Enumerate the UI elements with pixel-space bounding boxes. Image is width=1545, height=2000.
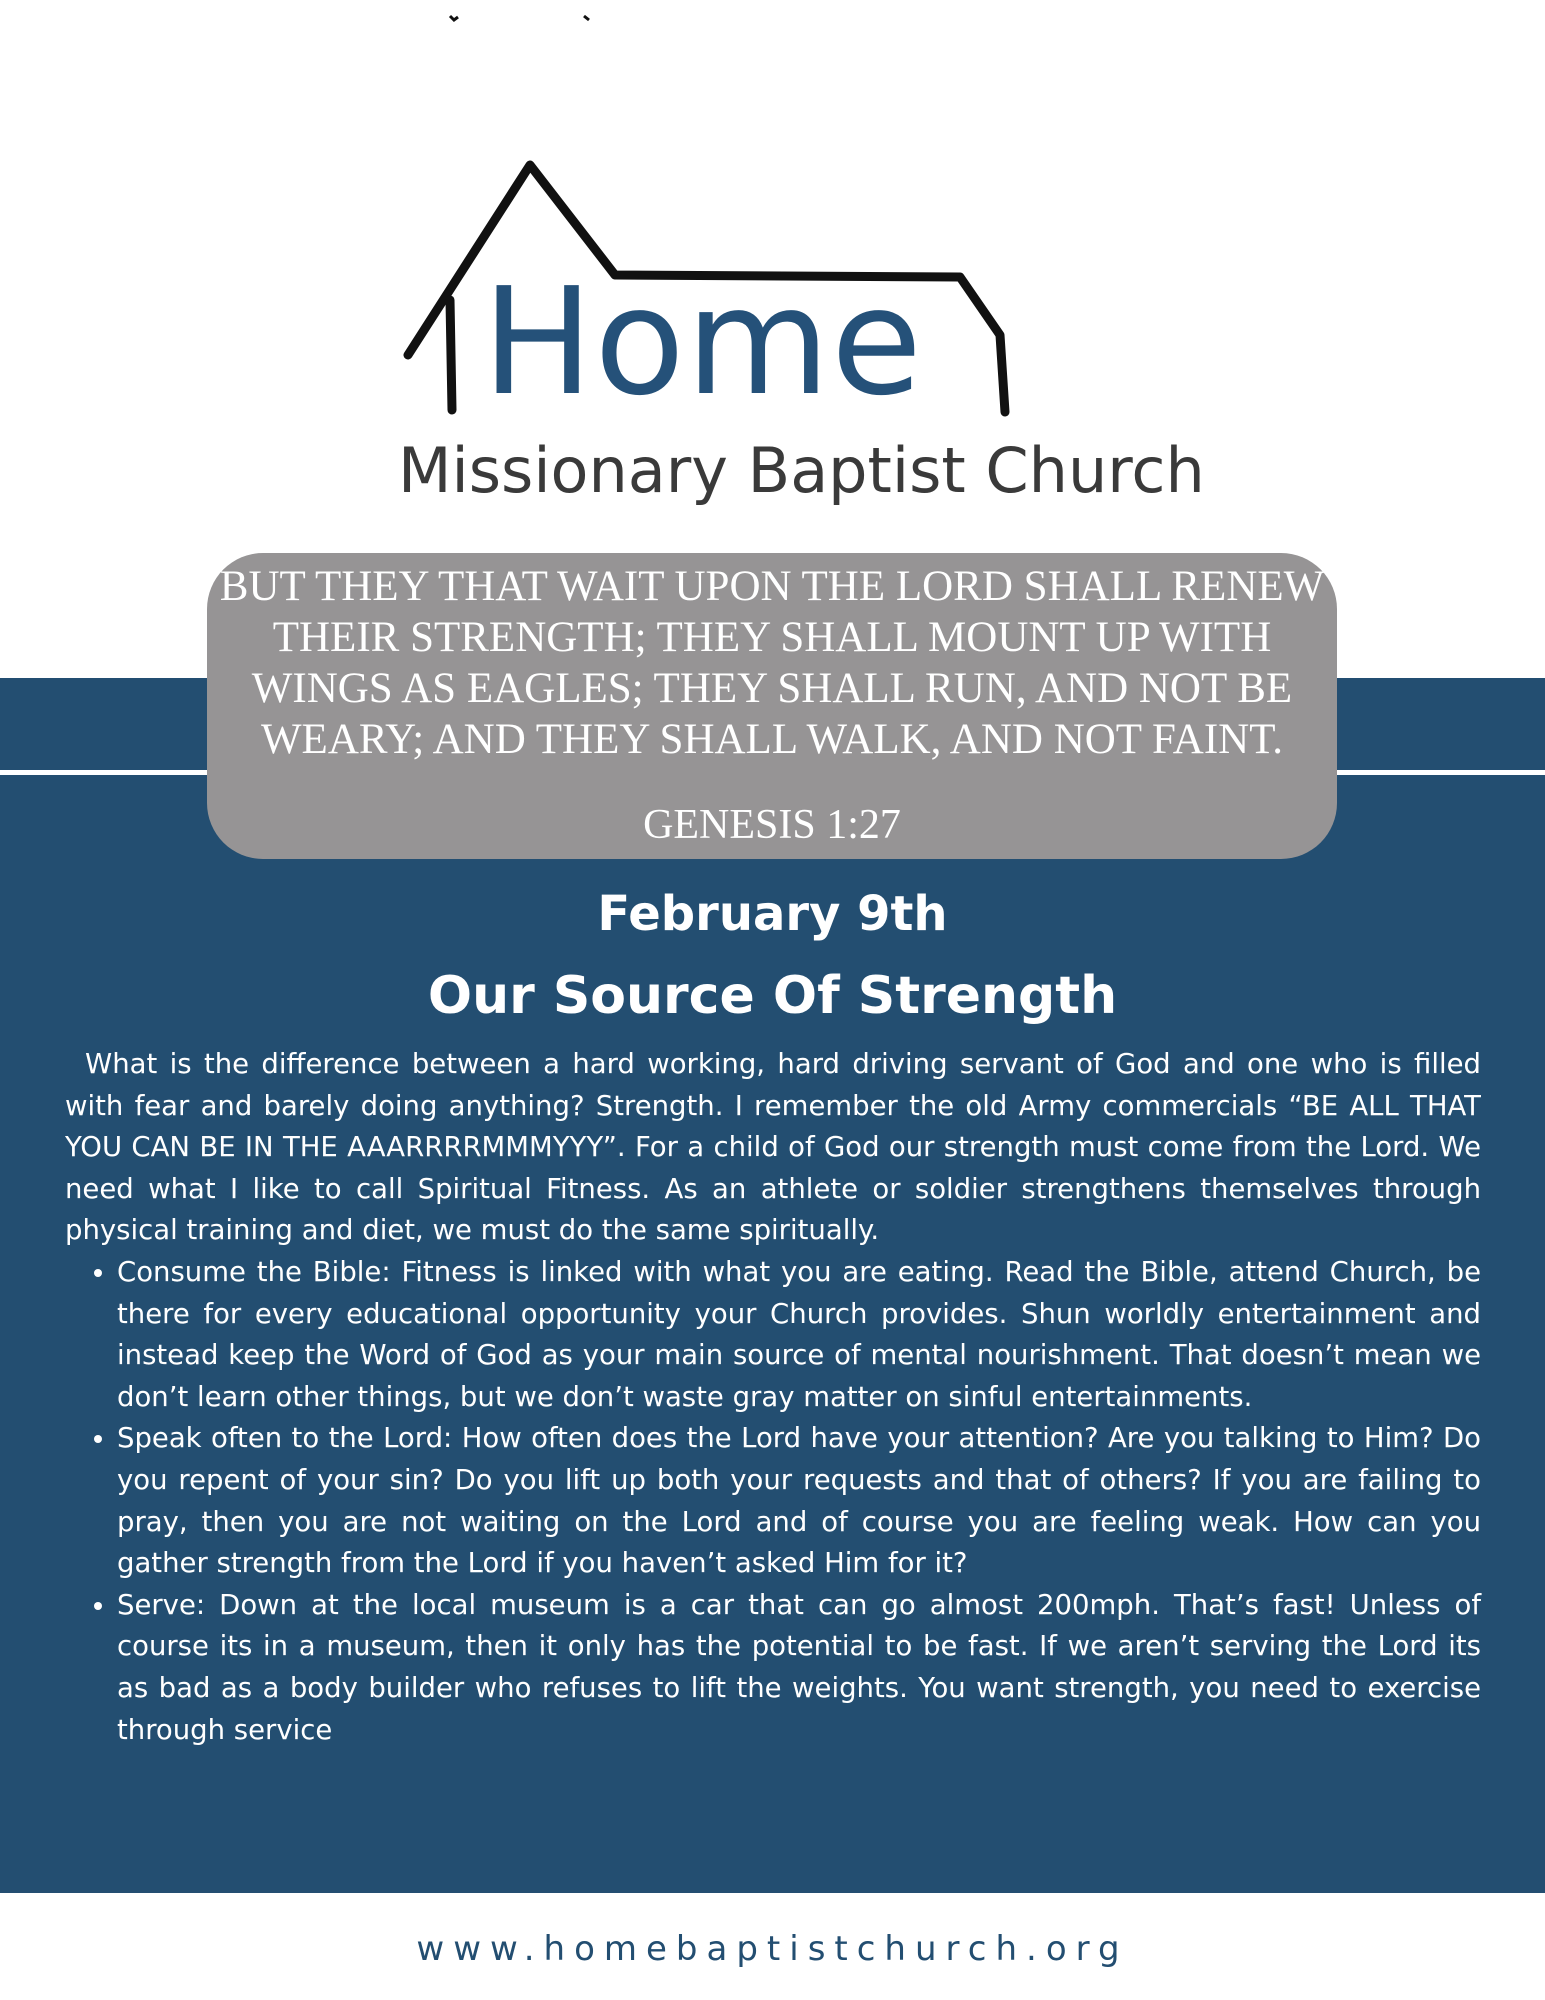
website-link[interactable]: www.homebaptistchurch.org	[416, 1929, 1129, 1969]
footer	[0, 1893, 1545, 2000]
devotional-body	[65, 1044, 1481, 1751]
verse-banner	[207, 553, 1337, 859]
list-item: • Consume the Bible: Fitness is linked with what you are eating. Read the Bible, attend Church, be there for every educational opportunity your Church provides. Shun worldly entertainment and instead keep the Word of God as your main source of mental nourishment. That doesn’t mean we don’t learn other things, but we don’t waste gray matter on sinful entertainments.	[117, 1252, 1481, 1418]
scan-marks	[440, 10, 620, 24]
verse-reference: GENESIS 1:27	[643, 802, 901, 848]
list-item: • Serve: Down at the local museum is a car that can go almost 200mph. That’s fast! Unless of course its in a museum, then it only has the potential to be fast. If we aren’t serving the Lord its as bad as a body builder who refuses to lift the weights. You want strength, you need to exercise through service	[117, 1585, 1481, 1751]
logo-wordmark: Home	[482, 256, 924, 428]
intro-paragraph: What is the difference between a hard working, hard driving servant of God and one who is filled with fear and barely doing anything? Strength. I remember the old Army commercials “BE ALL THAT YOU CAN BE IN THE AAARRRRMMMYYY”. For a child of God our strength must come from the Lord. We need what I like to call Spiritual Fitness. As an athlete or soldier strengthens themselves through physical training and diet, we must do the same spiritually.	[65, 1048, 1481, 1247]
list-item: • Speak often to the Lord: How often does the Lord have your attention? Are you talking to Him? Do you repent of your sin? Do you lift up both your requests and that of others? If you are failing to pray, then you are not waiting on the Lord and of course you are feeling weak. How can you gather strength from the Lord if you haven’t asked Him for it?	[117, 1418, 1481, 1584]
church-logo	[390, 150, 1230, 530]
logo-subtitle: Missionary Baptist Church	[398, 434, 1205, 507]
devotional-title: Our Source Of Strength	[427, 966, 1118, 1026]
points-list	[65, 1252, 1481, 1751]
verse-text: BUT THEY THAT WAIT UPON THE LORD SHALL RENEW THEIR STRENGTH; THEY SHALL MOUNT UP WITH WINGS AS EAGLES; THEY SHALL RUN, AND NOT BE WEARY; AND THEY SHALL WALK, AND NOT FAINT.	[219, 563, 1325, 763]
devotional-date: February 9th	[597, 886, 948, 942]
